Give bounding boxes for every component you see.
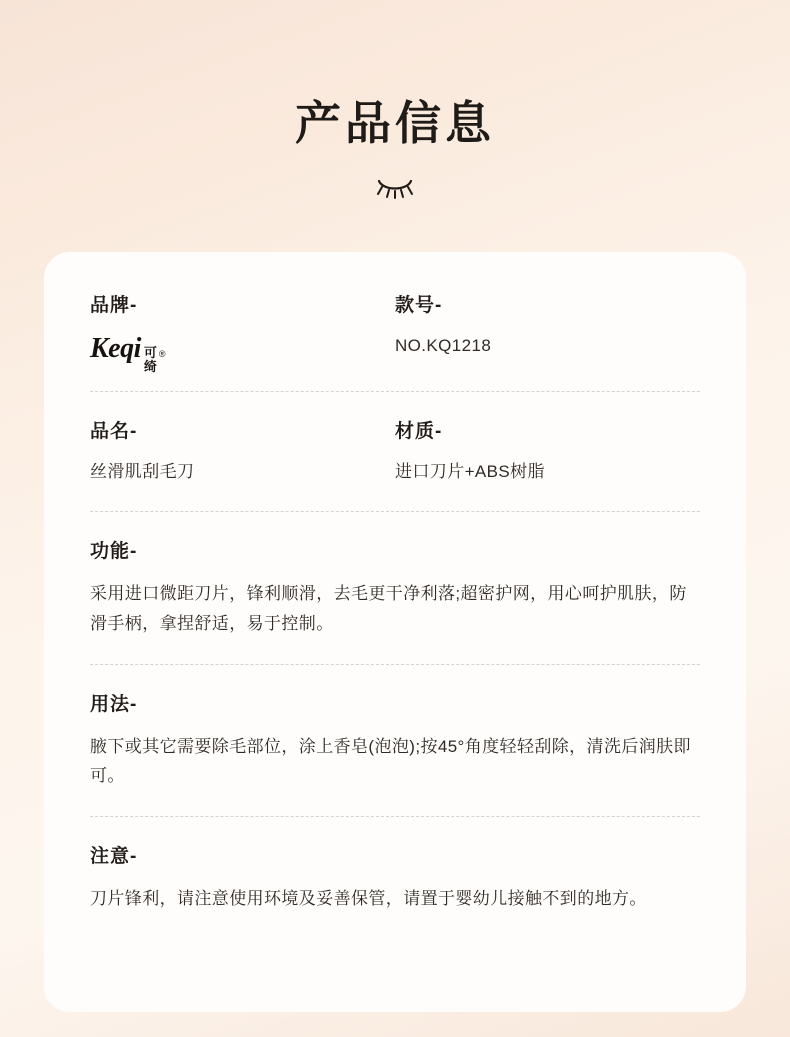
section-usage-label: 用法- xyxy=(90,693,138,715)
brand-logo xyxy=(90,333,383,374)
field-model-value: NO.KQ1218 xyxy=(395,336,492,355)
section-caution-label: 注意- xyxy=(90,846,138,868)
divider-1 xyxy=(90,391,700,392)
field-product-name xyxy=(90,416,395,485)
field-product-name-value: 丝滑肌刮毛刀 xyxy=(90,462,195,481)
divider-4 xyxy=(90,816,700,817)
divider-2 xyxy=(90,511,700,512)
product-info-card xyxy=(44,252,746,1012)
section-caution xyxy=(90,841,700,913)
brand-logo-cn-bottom: 绮 xyxy=(143,358,157,374)
section-usage xyxy=(90,689,700,790)
divider-3 xyxy=(90,664,700,665)
field-material xyxy=(395,416,700,485)
brand-logo-latin: Keqi xyxy=(90,333,141,364)
field-model-label: 款号- xyxy=(395,295,443,316)
field-product-name-label: 品名- xyxy=(90,421,138,442)
brand-logo-cn xyxy=(144,346,157,373)
section-function-label: 功能- xyxy=(90,541,138,563)
page-title: 产品信息 xyxy=(295,97,495,149)
field-material-value: 进口刀片+ABS树脂 xyxy=(395,462,545,481)
eyelash-ornament-icon xyxy=(0,177,790,203)
field-material-label: 材质- xyxy=(395,421,443,442)
info-row-brand-model xyxy=(90,290,700,374)
section-usage-value: 腋下或其它需要除毛部位，涂上香皂(泡泡);按45°角度轻轻刮除，清洗后润肤即可。 xyxy=(90,736,691,786)
section-function-value: 采用进口微距刀片，锋利顺滑，去毛更干净利落;超密护网，用心呵护肌肤，防滑手柄，拿捏舒适，易于控制。 xyxy=(90,584,687,633)
info-row-name-material xyxy=(90,416,700,485)
field-brand xyxy=(90,290,395,374)
field-model xyxy=(395,290,700,365)
section-caution-value: 刀片锋利，请注意使用环境及妥善保管，请置于婴幼儿接触不到的地方。 xyxy=(90,889,647,909)
field-brand-label: 品牌- xyxy=(90,295,138,316)
section-function xyxy=(90,536,700,637)
brand-logo-registered: ® xyxy=(158,349,166,359)
brand-logo-cn-top: 可 xyxy=(143,345,157,360)
